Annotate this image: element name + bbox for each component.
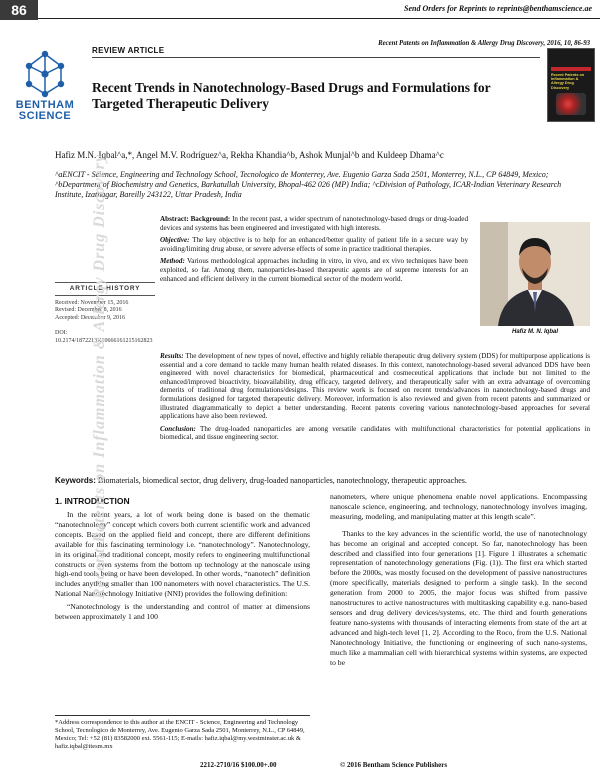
doi-value[interactable]: 10.2174/1872213X10666161215162823 — [55, 337, 153, 344]
footnote-rule — [55, 715, 310, 716]
cover-title: Recent Patents on Inflammation & Allergy Drug Discovery — [551, 73, 585, 90]
section-heading-introduction: 1. INTRODUCTION — [55, 496, 130, 506]
revised-date: Revised: December 8, 2016 — [55, 307, 122, 313]
results-label: Results: — [160, 352, 184, 360]
journal-watermark: Recent Patents on Inflammation & Allergy Drug Discovery — [91, 153, 108, 599]
results-text: The development of new types of novel, effective and highly reliable therapeutic drug delivery system (DDS) for multipurpose applications is essential and a core demand to tackle many human health related diseases. In this context, nanotechnology-based several advanced DDS have been engineered with novel characteristics for biomedical, pharmaceutical and cosmeceutical applications that include but not limited to the enhanced/improved bioactivity, bioavailability, drug efficacy, targeted delivery, and therapeutically safer with an extra advantage of overcoming demerits of traditional drug formulations/designs. This review work is focused on recent trends/advances in nanotechnology-based drugs and formulations designed for targeted therapeutic delivery. Moreover, information is also reviewed and given from recent patents and summarized or illustrated diagrammatically to depict a better understanding. Recent patents covering various nanotechnology-based approaches for several applications have also been reviewed. — [160, 352, 590, 421]
copyright: © 2016 Bentham Science Publishers — [340, 761, 448, 769]
issn-price: 2212-2710/16 $100.00+.00 — [200, 761, 277, 769]
abstract-lower — [160, 352, 590, 446]
journal-citation: Recent Patents on Inflammation & Allergy Drug Discovery, 2016, 10, 86-93 — [378, 40, 590, 47]
affiliations: ^aENCIT - Science, Engineering and Technology School, Tecnologico de Monterrey, Ave. Eugenio Garza Sada 2501, Monterrey, N.L., CP 64849, Mexico; ^bDepartment of Biochemistry and Genetics, Barkatullah University, Bhopal-462 026 (MP) India; ^cDivision of Pathology, ICAR-Indian Veterinary Research Institute, Izatnagar, Bareilly 243122, Uttar Pradesh, India — [55, 170, 562, 200]
method-label: Method: — [160, 257, 185, 266]
header-rule — [38, 18, 600, 19]
conclusion-text: The drug-loaded nanoparticles are among versatile candidates with multifunctional characteristics for potential applications in biomedical, and tissue engineering sector. — [160, 424, 590, 442]
generations-paragraph: Thanks to the key advances in the scientific world, the use of nanotechnology has become an original and accepted concept. So far, nanotechnology has been described and classified into four generations [1]. Figure 1 illustrates a schematic representation of nanotechnology generations (Fig. (1)). The first era which started before the 2000s, was mostly focused on the development of passive nanostructures (more specifically, materials designed to perform a single task). In the second generation from 2000 to 2005, the major focus was shifted from passive nanostructures to active nanostructures with multitasking capability e.g. nano-based sensors and drug delivery devices/systems, etc. The third and fourth generations feature nano-systems with thousands of interacting elements from state of the art at advanced and high-tech level [1, 2]. According to the Roco, from the U.S. National Nanotechnology Initiative, the functioning or engineering of such nano-systems, much like a mammalian cell with hierarchical systems within systems, are expected to be — [330, 528, 587, 667]
author-photo — [480, 222, 590, 326]
author-portrait-icon — [480, 222, 590, 326]
method-text: Various methodological approaches including in vitro, in vivo, and ex vivo techniques have been exploited, so far. Among them, nanoparticles-based therapeutic agents are of supreme interests for an enhanced and efficient delivery in the current biomedical sector of the modern world. — [160, 257, 468, 283]
photo-caption: Hafiz M. N. Iqbal — [511, 329, 558, 335]
conclusion-label: Conclusion: — [160, 424, 196, 433]
publisher-logo — [6, 48, 84, 122]
quote-continuation: nanometers, where unique phenomena enable novel applications. Encompassing nanoscale science, engineering, and technology, nanotechnology involves imaging, measuring, modeling, and manipulating matter at this length scale”. — [330, 492, 587, 521]
objective-label: Objective: — [160, 236, 190, 245]
abstract-method — [160, 257, 468, 283]
abstract-conclusion — [160, 425, 590, 442]
keywords — [55, 476, 595, 485]
cover-image — [556, 93, 586, 115]
background-text: In the recent past, a wider spectrum of nanotechnology-based drugs or drug-loaded devices and systems has been engineered and investigated with high interests. — [160, 215, 468, 232]
right-column — [330, 492, 587, 667]
logo-text-bottom: SCIENCE — [18, 110, 72, 122]
keywords-label: Keywords: — [55, 476, 96, 485]
intro-paragraph: In the recent years, a lot of work being done is based on the thematic “nanotechnology” concept which covers both current scientific work and advanced concepts. Based on the applied field and concept, there are different definitions available for this fascinating terminology i.e. “nanotechnology”. Nanotechnology, in its original and traditional concept, mostly refers to engineering multifunctional constructs or even systems from the bottom up technology at the nanoscale using high-end tools being or have been developed. In other words, “nanotech” definition includes anything smaller than 100 nanometers with novel characteristics. The U.S. National Nanotechnology Initiative (NNI) provides the following definition: — [55, 510, 310, 599]
background-label: Abstract: Background: — [160, 215, 231, 223]
article-history-heading: ARTICLE HISTORY — [55, 282, 155, 296]
article-type: REVIEW ARTICLE — [92, 46, 165, 55]
abstract-background — [160, 215, 468, 232]
abstract-results — [160, 352, 590, 421]
received-date: Received: November 15, 2016 — [55, 299, 129, 306]
reprint-notice: Send Orders for Reprints to reprints@benthamscience.ae — [404, 4, 592, 13]
abstract-upper — [160, 215, 468, 287]
page-number: 86 — [0, 0, 38, 20]
abstract-objective — [160, 236, 468, 253]
article-title: Recent Trends in Nanotechnology-Based Drugs and Formulations for Targeted Therapeutic Delivery — [92, 80, 491, 111]
journal-cover-thumbnail — [547, 48, 595, 122]
intro-quote: “Nanotechnology is the understanding and control of matter at dimensions between approximately 1 and 100 — [55, 602, 310, 622]
molecule-logo-icon — [19, 48, 71, 100]
cover-band — [551, 67, 591, 71]
accepted-date: Accepted: December 9, 2016 — [55, 314, 125, 321]
correspondence-footnote: *Address correspondence to this author at the ENCIT - Science, Engineering and Technology School, Tecnologico de Monterrey, Ave. Eugenio Garza Sada 2501, Monterrey, N.L., CP 64849, Mexico; Tel: +52 (81) 83582000 ext. 5561-115; E-mails: hafiz.iqbal@my.westminster.ac.uk & hafiz.iqbal@itesm.mx — [55, 719, 305, 750]
author-list: Hafiz M.N. Iqbal^a,*, Angel M.V. Rodríguez^a, Rekha Khandia^b, Ashok Munjal^b and Kuldeep Dhama^c — [55, 150, 444, 160]
logo-text-top: BENTHAM — [15, 99, 75, 111]
objective-text: The key objective is to help for an enhanced/better quality of patient life in a secure way by avoiding/limiting drug abuse, or severe adverse effects of some in practice traditional therapies. — [160, 236, 468, 253]
article-type-rule — [92, 57, 540, 58]
doi-label: DOI: — [55, 330, 68, 336]
keywords-text: Biomaterials, biomedical sector, drug delivery, drug-loaded nanoparticles, nanotechnology, therapeutic approaches. — [97, 476, 467, 485]
